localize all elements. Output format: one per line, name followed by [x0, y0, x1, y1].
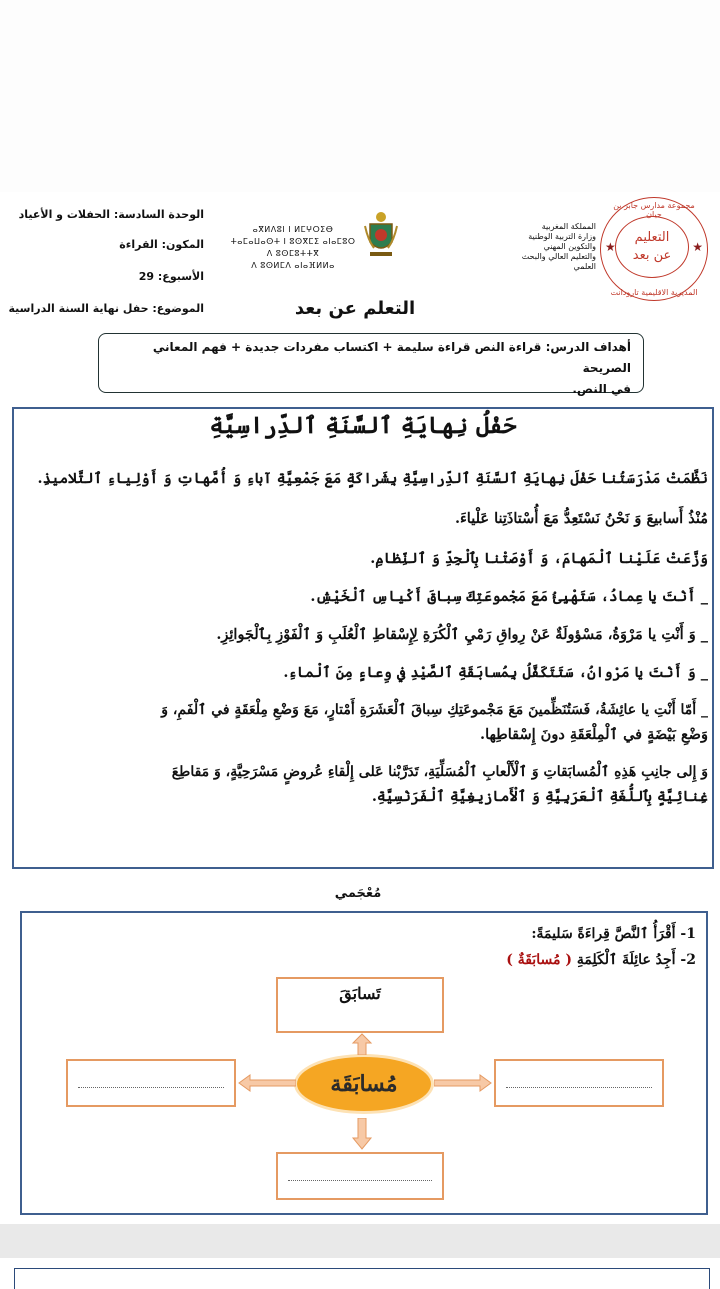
- center-word-oval: مُسابَقَة: [294, 1054, 434, 1114]
- stamp-bottom-text: المديرية الاقليمية تارودانت: [610, 288, 698, 297]
- paragraph-line: _ وَ أَنْتِ يا مَرْوَةُ، مَسْؤولَةٌ عَنْ رِواقِ رَمْيِ ٱلْكُرَةِ لِإِسْقاطِ ٱلْعُلَبِ وَ ٱلْفَوْزِ بِٱلْجَوائِزِ.: [216, 626, 708, 643]
- answer-blank-line: [506, 1087, 652, 1088]
- arrow-left-icon: [238, 1072, 296, 1094]
- page-gap: [0, 1224, 720, 1258]
- answer-blank-line: [288, 1180, 432, 1181]
- word-family-box-top[interactable]: [276, 977, 444, 1033]
- exercise-question-2: [506, 952, 696, 968]
- stamp-top-text: مجموعة مدارس جابر بن حيان: [613, 201, 695, 219]
- star-icon: ★: [692, 240, 703, 254]
- objectives-line: أهداف الدرس: قراءة النص قراءة سليمة + اكتساب مفردات جديدة + فهم المعاني الصريحة: [152, 340, 631, 375]
- paragraph-line: نَظَّمَتْ مَدْرَسَتُنا حَفْلَ نِهايَةِ ٱلسَّنَةِ ٱلدِّراسِيَّةِ بِشَراكَةٍ مَعَ جَمْعِيَّةِ آباءِ وَ أُمَّهاتِ وَ أَوْلِياءِ ٱلتَّلاميذِ.: [37, 470, 708, 487]
- lesson-objectives-box: [98, 333, 644, 396]
- exercise-question-1: 1- أَقْرَأُ ٱلنَّصَّ قِراءَةً سَليمَةً:: [531, 926, 696, 942]
- arrow-down-icon: [350, 1118, 374, 1150]
- paragraph-line: غِنائِيَّةٍ بِٱللُّغَةِ ٱلْعَرَبِيَّةِ وَ ٱلْأَمازيغِيَّةِ ٱلْفَرَنْسِيَّةِ.: [371, 788, 708, 805]
- next-page-edge: [14, 1268, 710, 1289]
- paragraph-line: وَضْعِ بَيْضَةٍ في ٱلْمِلْعَقَةِ دونَ إِسْقاطِها.: [480, 726, 708, 743]
- unit-label: الوحدة السادسة: الحفلات و الأعياد: [18, 208, 204, 221]
- stamp-center-text: عن بعد: [632, 248, 672, 263]
- school-stamp: [600, 197, 708, 301]
- paragraph-line: _ وَ أَنْتَ يا مَرْوانُ، سَتَتَكَفَّلُ بِمُسابَقَةِ ٱلصَّيْدِ في وِعاءٍ مِنَ ٱلْماءِ.: [283, 664, 708, 681]
- stamp-center-text: التعليم: [634, 230, 670, 245]
- topic-label: الموضوع: حفل نهاية السنة الدراسية: [8, 302, 204, 315]
- reading-title: حَفْلُ نِهايَةِ ٱلسَّنَةِ ٱلدِّراسِيَّةِ: [209, 412, 517, 439]
- paragraph-line: _ أَنْتَ يا عِمادُ، سَتَهْيِئُ مَعَ مَجْموعَتِكَ سِباقَ أَكْياسِ ٱلْخَيْشِ.: [310, 588, 708, 605]
- paragraph-line: _ أَمّا أَنْتِ يا عائِشَةُ، فَسَتُنَظِّمينَ مَعَ مَجْموعَتِكِ سِباقَ ٱلْعَشَرَةِ أَمْتارٍ، مَعَ وَضْعِ مِلْعَقَةٍ في ٱلْفَمِ، وَ: [161, 702, 708, 718]
- word-family-box-left[interactable]: [66, 1059, 236, 1107]
- week-label: الأسبوع: 29: [138, 270, 204, 283]
- arrow-right-icon: [434, 1072, 492, 1094]
- star-icon: ★: [605, 240, 616, 254]
- question-2-keyword: ( مُسابَقَةٌ ): [506, 952, 572, 968]
- question-2-text: 2- أَجِدُ عائِلَةَ ٱلْكَلِمَةِ: [576, 952, 696, 968]
- paragraph-line: مُنْذُ أَسابيعَ وَ نَحْنُ نَسْتَعِدُّ مَعَ أُسْتاذَتِنا عَلْياءَ.: [454, 510, 708, 527]
- ministry-name-tifinagh: ⴰⴳⵍⴷⵓⵏ ⵏ ⵍⵎⵖⵔⵉⴱ ⵜⴰⵎⴰⵡⴰⵙⵜ ⵏ ⵓⵙⴳⵎⵉ ⴰⵏⴰⵎⵓⵔ ⴷ ⵓⵙⵎⵓⵜⵜⴳ ⴷ ⵓⵙⵍⵎⴷ ⴰⵏⴰⴼⵍⵍⴰ: [230, 225, 356, 270]
- glossary-label: مُعْجَمي: [334, 886, 382, 901]
- objectives-line: في النص.: [572, 382, 631, 396]
- paragraph-line: وَ إِلى جانِبِ هَذِهِ ٱلْمُسابَقاتِ وَ ٱلْأَلْعابِ ٱلْمُسَلِّيَةِ، تَدَرَّبْنا عَلى إِلْقاءِ عُروضٍ مَسْرَحِيَّةٍ، وَ مَقاطِعَ: [171, 764, 708, 780]
- arrow-up-icon: [350, 1033, 374, 1055]
- component-label: المكون: القراءة: [119, 238, 204, 251]
- word-family-box-right[interactable]: [494, 1059, 664, 1107]
- ministry-name-arabic: المملكة المغربية وزارة التربية الوطنية والتكوين المهني والتعليم العالي والبحث العلمي: [521, 222, 596, 271]
- paragraph-line: وَزَّعَتْ عَلَيْنا ٱلْمَهامَ، وَ أَوْصَتْنا بِٱلْجِدِّ وَ ٱلنِّظامِ.: [370, 550, 708, 567]
- page-title: التعلم عن بعد: [294, 298, 416, 319]
- word-family-top-word: تَسابَقَ: [339, 984, 381, 1003]
- word-family-box-bottom[interactable]: [276, 1152, 444, 1200]
- coat-of-arms-icon: [362, 210, 400, 258]
- top-blank-area: [0, 0, 720, 192]
- answer-blank-line: [78, 1087, 224, 1088]
